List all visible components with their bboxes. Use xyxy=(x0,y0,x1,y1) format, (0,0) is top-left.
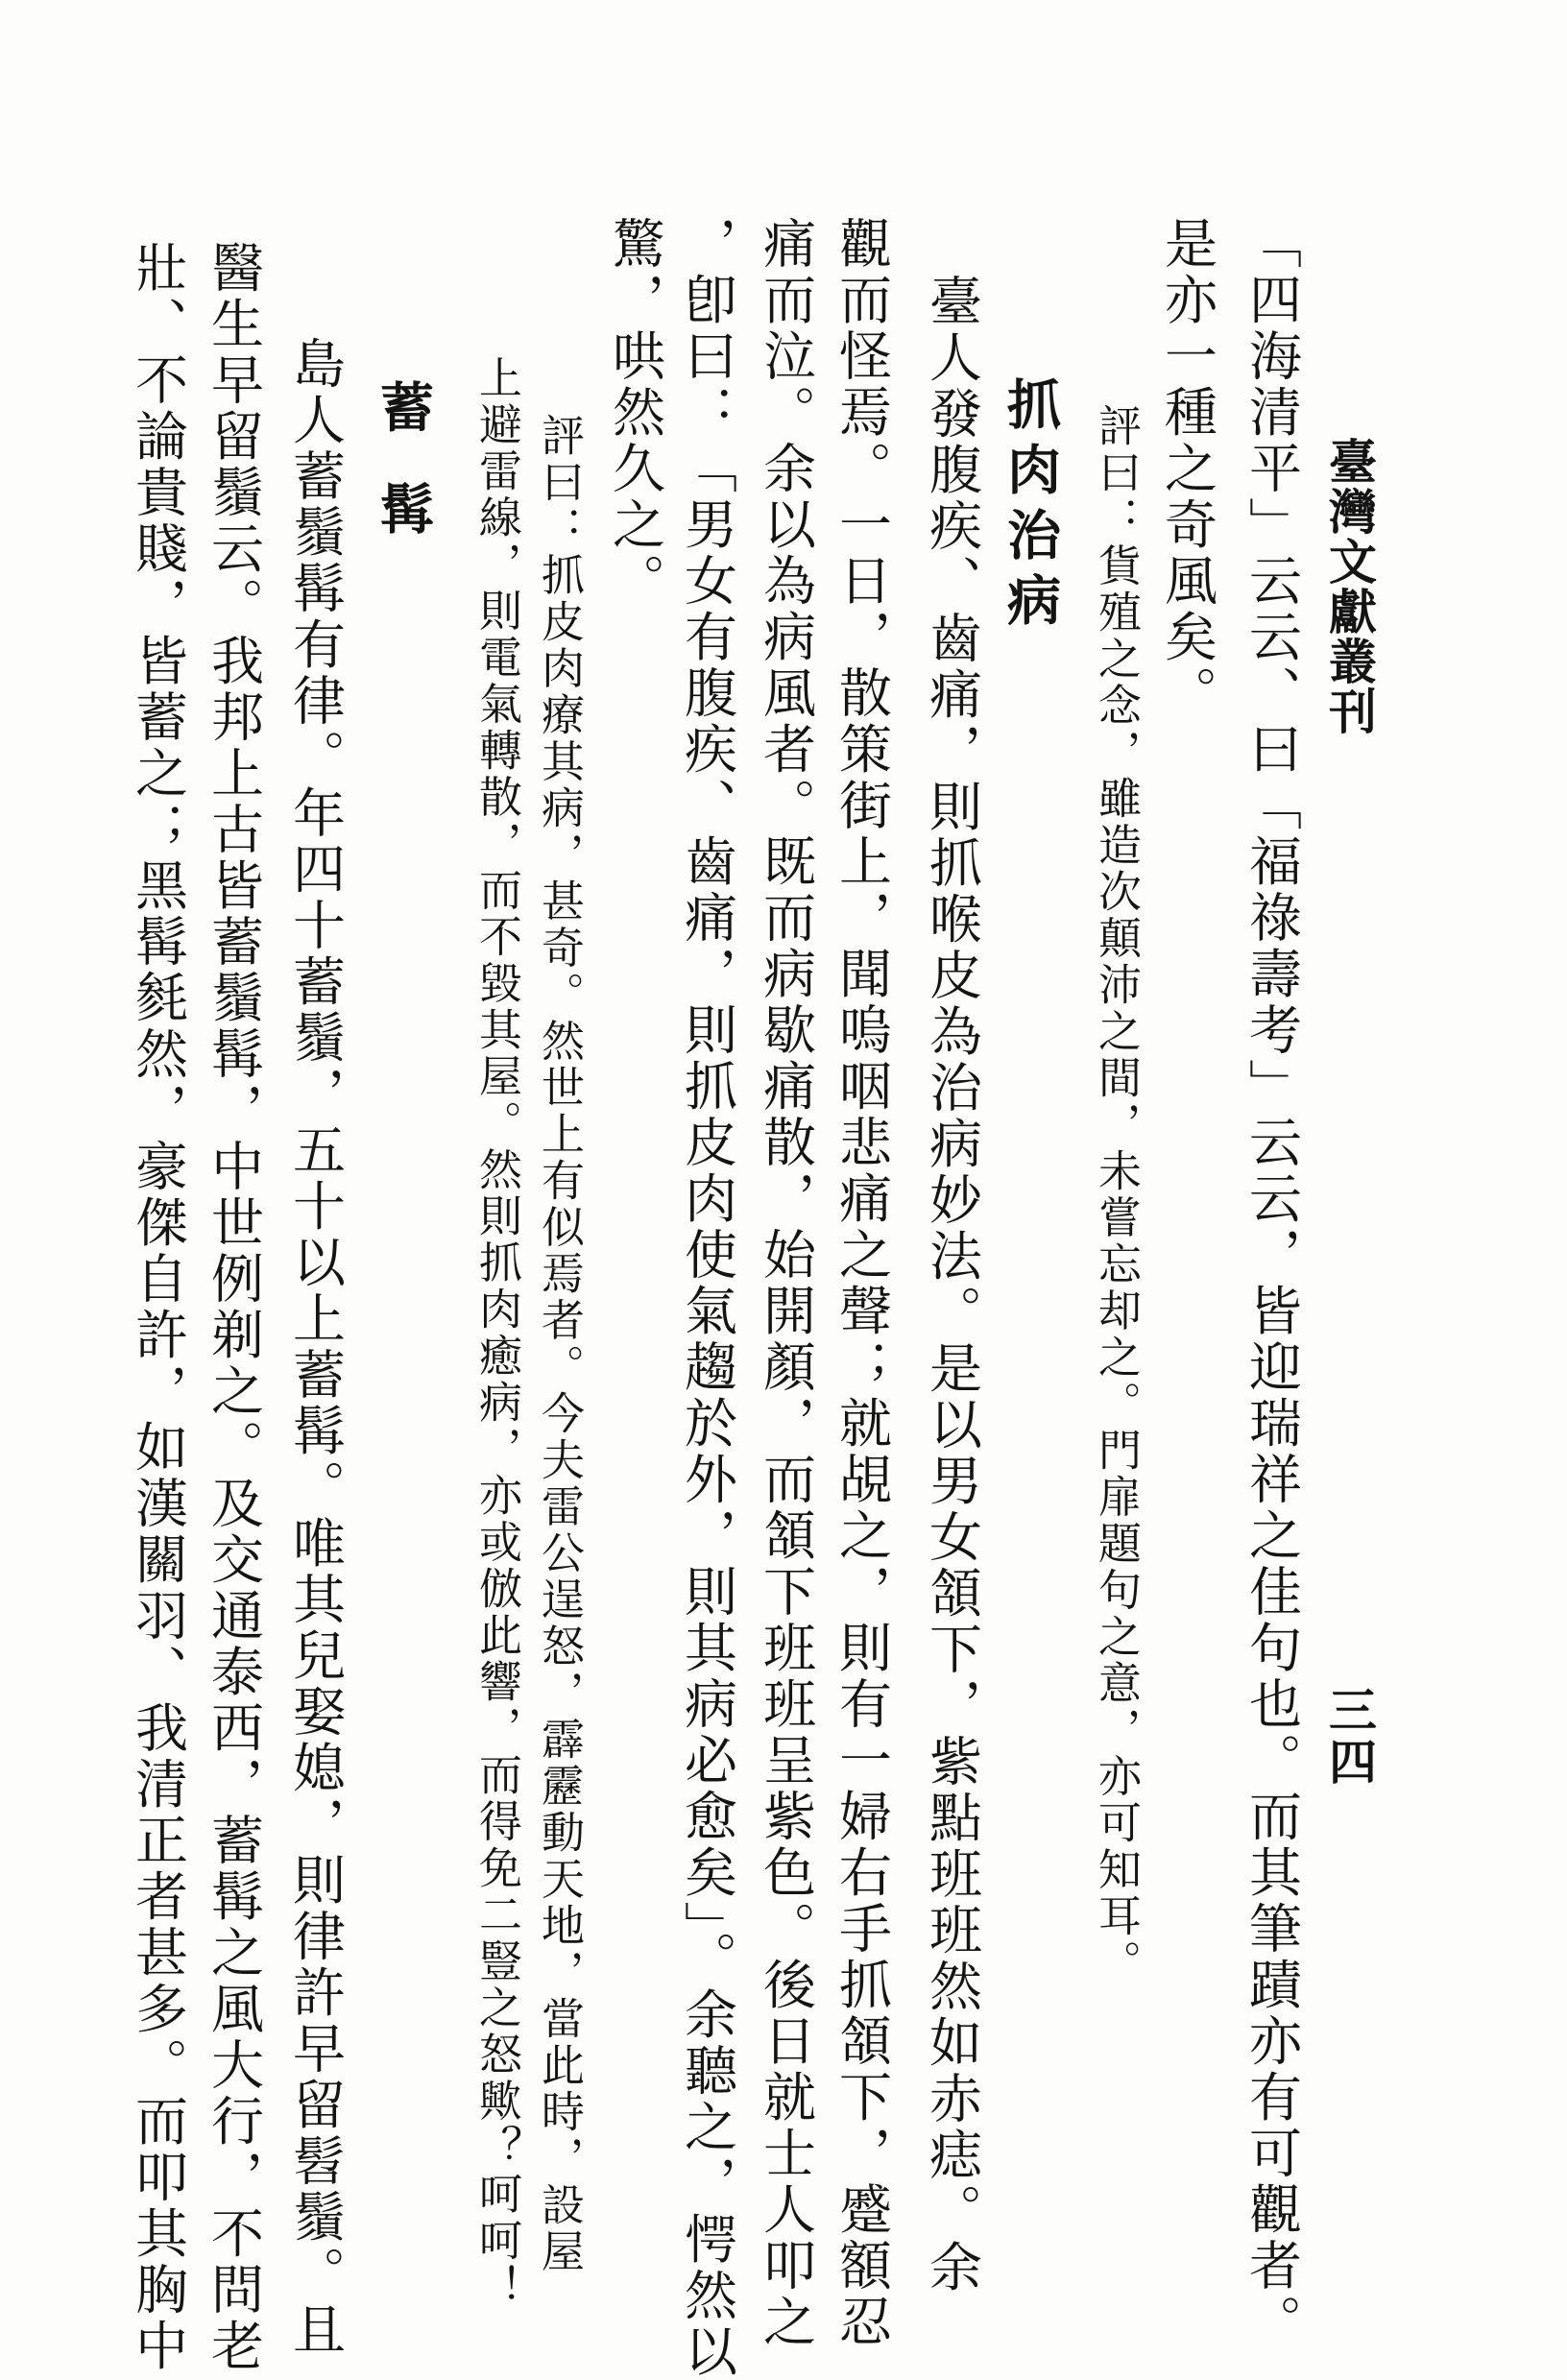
text-line: 島人蓄鬚髯有律。年四十蓄鬚，五十以上蓄髯。唯其兒娶媳，則律許早留髫鬚。且 xyxy=(284,336,346,2358)
text-line: 臺人發腹疾、齒痛，則抓喉皮為治病妙法。是以男女頷下，紫點班班然如赤痣。余 xyxy=(921,274,982,2296)
section-title: 抓肉治病 xyxy=(999,376,1062,637)
page-number: 三四 xyxy=(1321,1685,1378,1789)
text-line: ，卽曰：「男女有腹疾、齒痛，則抓皮肉使氣趨於外，則其病必愈矣」。余聽之，愕然以 xyxy=(676,216,737,2380)
text-line: 觀而怪焉。一日，散策街上，聞嗚咽悲痛之聲；就覘之，則有一婦右手抓頷下，蹙額忍 xyxy=(831,216,892,2350)
book-title: 臺灣文獻叢刊 xyxy=(1321,437,1378,736)
section-title: 蓄髯 xyxy=(372,379,435,583)
text-line: 「四海清平」云云、曰「福祿壽考」云云，皆迎瑞祥之佳句也。而其筆蹟亦有可觀者。 xyxy=(1241,216,1302,2350)
text-line: 驚，哄然久之。 xyxy=(604,216,665,610)
text-line: 痛而泣。余以為病風者。既而病歇痛散，始開顏，而頷下班班呈紫色。後日就士人叩之 xyxy=(755,216,816,2350)
text-line: 壯、不論貴賤，皆蓄之；黑髯毵然，豪傑自許，如漢關羽、我清正者甚多。而叩其胸中 xyxy=(127,240,188,2374)
text-line: 醫生早留鬚云。我邦上古皆蓄鬚髯，中世例剃之。及交通泰西，蓄髯之風大行，不問老 xyxy=(203,240,264,2374)
commentary-line: 評曰：抓皮肉療其病，甚奇。然世上有似焉者。今夫雷公逞怒，霹靂動天地，當此時，設屋 xyxy=(534,413,585,2275)
commentary-line: 上避雷線，則電氣轉散，而不毀其屋。然則抓肉癒病，亦或倣此響，而得免二豎之怒歟？呵呵！ xyxy=(471,355,522,2311)
text-line: 是亦一種之奇風矣。 xyxy=(1156,216,1217,722)
commentary-line: 評曰：貨殖之念，雖造次顛沛之間，未嘗忘却之。門扉題句之意，亦可知耳。 xyxy=(1091,403,1142,1986)
